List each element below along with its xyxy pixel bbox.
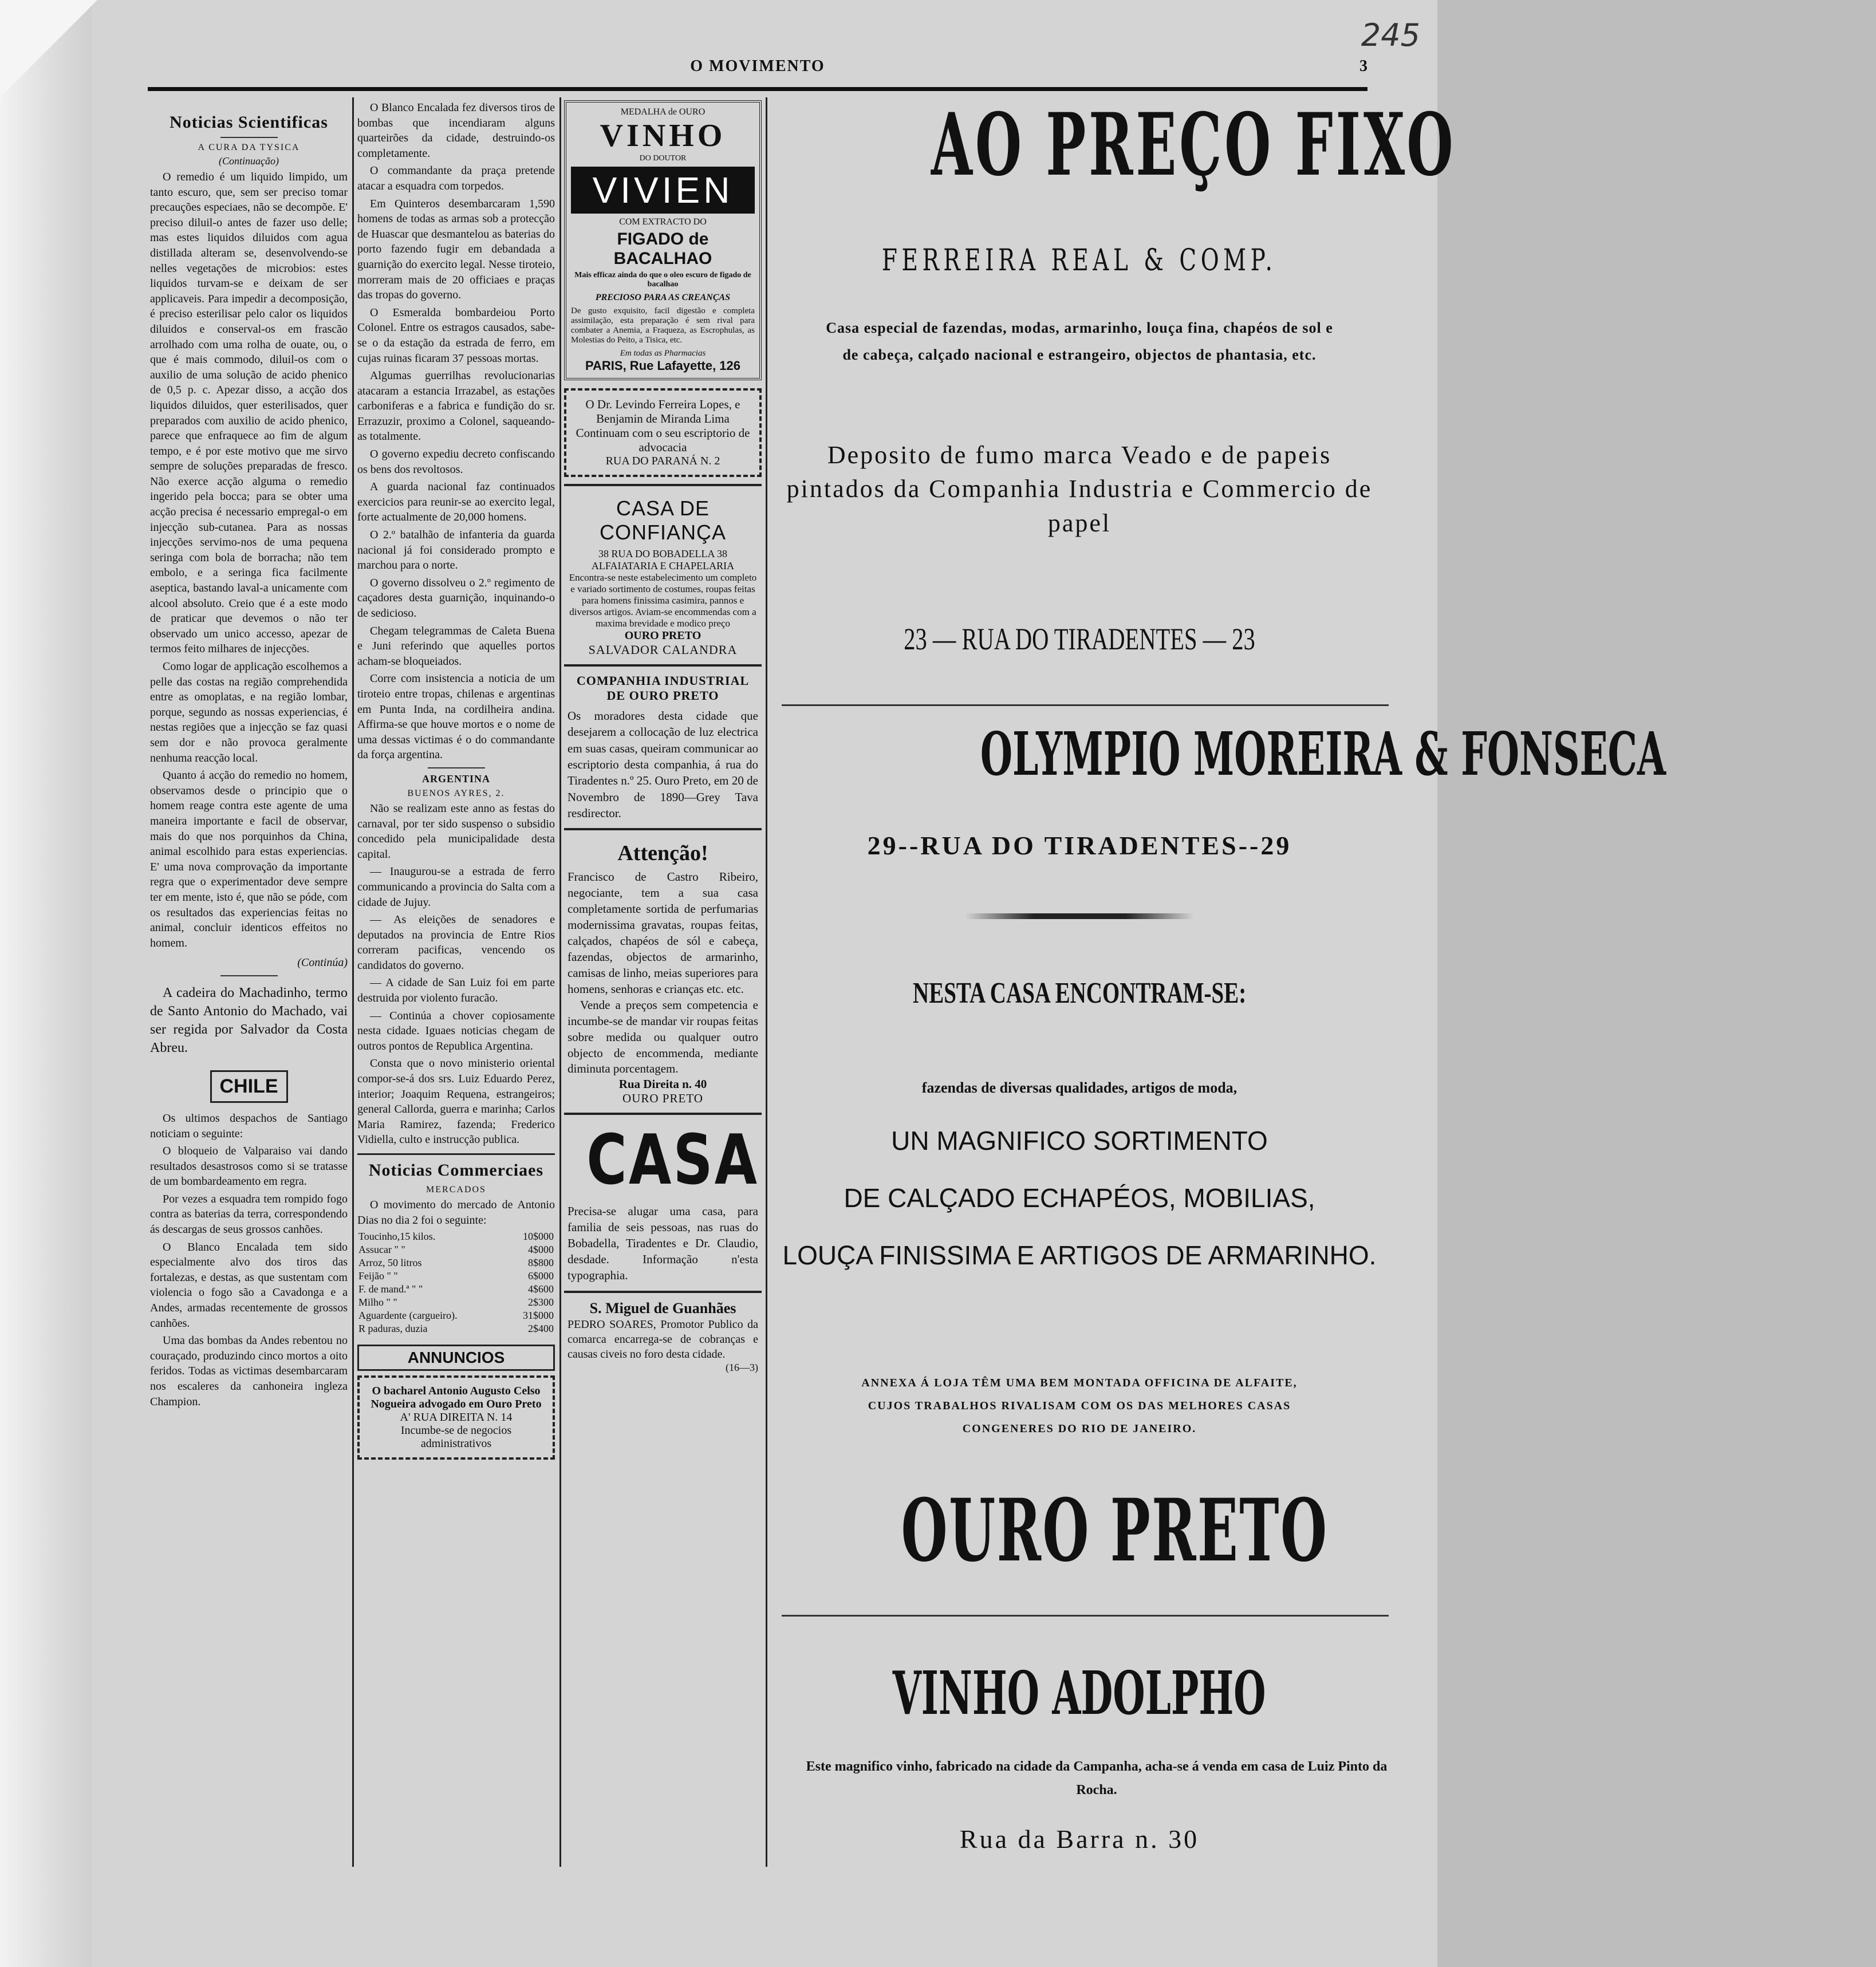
price-value: 4$600 xyxy=(528,1283,554,1295)
precioso-text: PRECIOSO PARA AS CREANÇAS xyxy=(595,293,731,302)
price-value: 2$300 xyxy=(528,1296,554,1308)
chile-paragraph: O Blanco Encalada tem sido especialmente alvo dos tiros das fortalezas, e destas, as que sustentam com violencia o fogo são a Cavadonga e a Andes, armadas recentemente de grossos canhões. xyxy=(150,1240,348,1330)
price-item: F. de mand.ª " " xyxy=(358,1283,423,1295)
article-paragraph: Algumas guerrilhas revolucionarias atacaram a estancia Irrazabel, as estações carboniferas e a fabrica e fundição do sr. Errazuzir, proximo a Colonel, saqueando-as totalmente. xyxy=(357,369,555,443)
table-row xyxy=(357,1283,555,1296)
ornament-rule xyxy=(965,913,1194,919)
annexa-line xyxy=(839,1371,1320,1440)
preco-fixo-title xyxy=(770,94,1456,195)
divider xyxy=(220,975,278,976)
guanhaes-title: S. Miguel de Guanhães xyxy=(589,1300,736,1316)
vivien-logo: VIVIEN xyxy=(571,167,755,214)
louca-line xyxy=(770,1240,1389,1271)
casa-confianca-trade: ALFAIATARIA E CHAPELARIA xyxy=(591,560,735,571)
chile-paragraph: Uma das bombas da Andes rebentou no couraçado, produzindo cinco mortos a oito feridos. Todas as victimas desembarcaram nos escaleres da canhoneira ingleza Champion. xyxy=(150,1334,348,1408)
column-rule xyxy=(766,97,767,1867)
annexa-text: ANNEXA Á LOJA TÊM UMA BEM MONTADA OFFICINA DE ALFAITE, CUJOS TRABALHOS RIVALISAM COM OS DAS MELHORES CASAS CONGENERES DO RIO DE JANEIRO. xyxy=(861,1377,1298,1435)
price-value: 2$400 xyxy=(528,1323,554,1335)
casa-confianca-title: CASA DE CONFIANÇA xyxy=(599,496,726,544)
medal-text: MEDALHA de OURO xyxy=(620,107,706,117)
address-text: 29--RUA DO TIRADENTES--29 xyxy=(867,831,1292,860)
article-paragraph: Chegam telegrammas de Caleta Buena e Juni referindo que aquelles portos acham-se bloqueiados. xyxy=(357,624,555,668)
doutor-text: DO DOUTOR xyxy=(639,154,687,163)
olympio-line xyxy=(770,719,1666,789)
newspaper-title: O MOVIMENTO xyxy=(690,57,825,75)
ouro-preto-line xyxy=(770,1480,1389,1581)
article-paragraph: Corre com insistencia a noticia de um tiroteio entre tropas, chilenas e argentinas em Punta Inda, na cordilheira andina. Affirma-se que houve mortos e o nome de uma dessas victimas é o do commandante da força argentina. xyxy=(357,672,555,762)
casa-body: Precisa-se alugar uma casa, para familia de seis pessoas, nas ruas do Bobadella, Tiradentes e Dr. Claudio, desdade. Informação n'esta typographia. xyxy=(567,1204,758,1283)
table-row xyxy=(357,1256,555,1270)
price-value: 31$000 xyxy=(523,1310,554,1322)
chile-heading: CHILE xyxy=(210,1070,288,1103)
article-paragraph: O governo expediu decreto confiscando os bens dos revoltosos. xyxy=(357,448,555,476)
nesta-casa-line xyxy=(770,976,1389,1010)
casa-confianca-ad xyxy=(564,484,762,664)
ferreira-line xyxy=(770,243,1389,278)
rua-barra-text: Rua da Barra n. 30 xyxy=(959,1824,1200,1854)
atencao-ad xyxy=(564,828,762,1113)
article-paragraph: O commandante da praça pretende atacar a esquadra com torpedos. xyxy=(357,164,555,192)
companhia-title: COMPANHIA INDUSTRIAL DE OURO PRETO xyxy=(576,673,750,703)
article-paragraph: A guarda nacional faz continuados exercicios para reunir-se ao exercito legal, forte actualmente de 20,000 homens. xyxy=(357,480,555,524)
column-adverts xyxy=(564,100,762,1875)
extracto-text: COM EXTRACTO DO xyxy=(619,217,707,227)
casa-confianca-address: 38 RUA DO BOBADELLA 38 xyxy=(598,548,727,559)
vivien-address: PARIS, Rue Lafayette, 126 xyxy=(585,358,741,373)
ad-note: Incumbe-se de negocios administrativos xyxy=(400,1424,512,1450)
table-row xyxy=(357,1322,555,1335)
divider xyxy=(220,137,278,138)
argentina-paragraph: — As eleições de senadores e deputados na provincia de Entre Rios correram pacificas, vencendo os candidatos do governo. xyxy=(357,913,555,972)
rua-tiradentes-29 xyxy=(770,830,1389,861)
guanhaes-body: PEDRO SOARES, Promotor Publico da comarca encarrega-se de cobranças e causas civeis no foro desta cidade. xyxy=(567,1318,758,1361)
divider xyxy=(357,1153,555,1155)
article-paragraph: O 2.º batalhão de infanteria da guarda nacional já foi considerado prompto e marchou para o norte. xyxy=(357,529,555,572)
price-value: 6$000 xyxy=(528,1270,554,1282)
argentina-paragraph: Não se realizam este anno as festas do carnaval, por ter sido suspenso o subsidio concedido pela municipalidade desta capital. xyxy=(357,802,555,861)
vinho-desc-line xyxy=(805,1755,1389,1802)
rua-tiradentes-23 xyxy=(770,621,1389,657)
price-item: Aguardente (cargueiro). xyxy=(358,1310,458,1322)
casa-ad xyxy=(564,1113,762,1291)
article-subheading: A CURA DA TYSICA xyxy=(198,143,300,152)
vinho-desc-text: Este magnifico vinho, fabricado na cidade da Campanha, acha-se á venda em casa de Luiz Pinto da Rocha. xyxy=(806,1759,1388,1798)
rua-barra-line xyxy=(770,1824,1389,1854)
table-row xyxy=(357,1296,555,1309)
preco-fixo-text: AO PREÇO FIXO xyxy=(931,94,1456,195)
atencao-body: Francisco de Castro Ribeiro, negociante, tem a sua casa completamente sortida de perfumarias modernissima gravatas, roupas feitas, calçados, chapéos de sól e cabeça, fazendas, objectos de armarinho, camisas de linho, meias superiores para homens, senhoras e crianças etc. etc. xyxy=(567,870,758,996)
article-paragraph: Como logar de applicação escolhemos a pelle das costas na região comprehendida entre as omoplatas, e na região lombar, porque, segundo as nossas experiencias, é nestas regiões que a injecção se faz quasi sem dor e não provoca geralmente nenhuma reacção local. xyxy=(150,660,348,764)
atencao-address: Rua Direita n. 40 xyxy=(618,1077,707,1091)
continua-note: (Continúa) xyxy=(297,956,348,969)
header-rule xyxy=(148,87,1367,91)
argentina-paragraph: — Continúa a chover copiosamente nesta cidade. Iguaes noticias chegam de outros pontos de Republica Argentina. xyxy=(357,1009,555,1053)
guanhaes-ref: (16—3) xyxy=(726,1362,758,1373)
vinho-word: VINHO xyxy=(600,118,726,153)
bacharel-ad xyxy=(357,1375,555,1460)
argentina-paragraph: — Inaugurou-se a estrada de ferro communicando a provincia do Salta com a cidade de Jujuy. xyxy=(357,865,555,909)
running-head xyxy=(148,57,1367,80)
guanhaes-ad xyxy=(564,1291,762,1381)
article-paragraph: Em Quinteros desembarcaram 1,590 homens de todas as armas sob a protecção de Huascar que desmantelou as baterias do porto fazendo fugir em debandada a guarnição do exercito legal. Nesse tiroteio, morreram mais de 20 officiaes e praças das tropas do governo. xyxy=(357,197,555,302)
price-value: 10$000 xyxy=(523,1231,554,1243)
price-table xyxy=(357,1230,555,1335)
commercial-heading: Noticias Commerciaes xyxy=(368,1161,544,1180)
column-rule xyxy=(352,97,354,1867)
article-paragraph: O Blanco Encalada fez diversos tiros de bombas que incendiaram alguns quarteirões da cidade, destruindo-os completamente. xyxy=(357,101,555,160)
levindo-ad xyxy=(564,388,762,477)
casa-confianca-body: Encontra-se neste estabelecimento um completo e variado sortimento de costumes, roupas feitas para homens finissima casimira, pannos e diversos artigos. Aviam-se encommendas com a maxima brevidade e modico preço xyxy=(569,572,757,629)
continuation-note: (Continuação) xyxy=(219,155,279,167)
magnifico-line xyxy=(770,1125,1389,1156)
divider xyxy=(782,1615,1389,1617)
annuncios-heading: ANNUNCIOS xyxy=(357,1345,555,1371)
machadinho-notice: A cadeira do Machadinho, termo de Santo Antonio do Machado, vai ser regida por Salvador da Costa Abreu. xyxy=(150,986,348,1055)
article-paragraph: O governo dissolveu o 2.º regimento de caçadores desta guarnição, inquinando-o de sedicioso. xyxy=(357,576,555,620)
handwritten-page-number: 245 xyxy=(1361,17,1420,53)
page-number: 3 xyxy=(1359,57,1367,75)
chile-paragraph: Os ultimos despachos de Santiago noticiam o seguinte: xyxy=(150,1111,348,1140)
atencao-title: Attenção! xyxy=(617,841,708,866)
casa-title: CASA xyxy=(586,1121,759,1201)
article-paragraph: Quanto á acção do remedio no homem, observamos desde o principio que o homem reage contra este agente de uma maneira importante e facil de observar, mais do que nos porquinhos da China, animal escolhido para estas experiencias. E' uma nova comprovação da importante regra que o experimentador deve sempre ter em mente, isto é, que não se póde, com os resultados das experiencias feitas no animal, concluir identicos effeitos no homem. xyxy=(150,769,348,949)
deposito-text: Deposito de fumo marca Veado e de papeis pintados da Companhia Industria e Commercio de papel xyxy=(786,441,1373,537)
magnifico-text: UN MAGNIFICO SORTIMENTO xyxy=(891,1126,1268,1156)
casa-confianca-owner: SALVADOR CALANDRA xyxy=(588,642,738,657)
fazendas-text: fazendas de diversas qualidades, artigos de moda, xyxy=(921,1079,1237,1096)
argentina-paragraph: Consta que o novo ministerio oriental compor-se-á dos srs. Luiz Eduardo Perez, interior; Joaquim Requena, estrangeiros; general Callorda, guerra e marinha; Carlos Maria Ramirez, fazenda; Frederico Vidiella, culto e instrucção publica. xyxy=(357,1057,555,1146)
levindo-text: O Dr. Levindo Ferreira Lopes, e Benjamin de Miranda Lima Continuam com o seu escriptorio de advocacia xyxy=(576,397,750,454)
ferreira-text: FERREIRA REAL & COMP. xyxy=(882,243,1277,278)
column-foreign-news xyxy=(357,100,555,1875)
vivien-ad xyxy=(564,100,762,380)
fazendas-line xyxy=(770,1079,1389,1097)
olympio-text: OLYMPIO MOREIRA & FONSECA xyxy=(980,719,1666,789)
ornament xyxy=(770,913,1389,919)
argentina-heading: ARGENTINA xyxy=(421,772,490,785)
price-item: Assucar " " xyxy=(358,1244,405,1256)
price-item: Milho " " xyxy=(358,1296,397,1308)
casa-confianca-city: OURO PRETO xyxy=(624,629,701,642)
price-value: 4$000 xyxy=(528,1244,554,1256)
efficaz-text: Mais efficaz ainda do que o oleo escuro de figado de bacalhao xyxy=(574,271,751,289)
companhia-ad xyxy=(564,664,762,828)
price-item: Toucinho,15 kilos. xyxy=(358,1231,436,1243)
calcado-line xyxy=(770,1182,1389,1213)
section-heading: Noticias Scientificas xyxy=(170,113,328,132)
ouro-preto-text: OURO PRETO xyxy=(901,1480,1329,1581)
vivien-desc: De gusto exquisito, facil digestão e completa assimilação, esta preparação é sem rival para combater a Anemia, a Fraqueza, as Escrophulas, as Molestias do Peito, a Tisica, etc. xyxy=(571,306,755,345)
atencao-city: OURO PRETO xyxy=(622,1091,703,1106)
calcado-text: DE CALÇADO ECHAPÉOS, MOBILIAS, xyxy=(844,1183,1315,1213)
column-scientific-news xyxy=(150,100,348,1875)
casa-especial-line xyxy=(822,315,1337,369)
price-item: R paduras, duzia xyxy=(358,1323,428,1335)
companhia-body: Os moradores desta cidade que desejarem a collocação de luz electrica em suas casas, queiram communicar ao escriptorio desta companhia, á rua do Tiradentes n.º 25. Ouro Preto, em 20 de Novembro de 1890—Grey Tava resdirector. xyxy=(567,709,758,821)
nesta-casa-text: NESTA CASA ENCONTRAM-SE: xyxy=(912,977,1247,1010)
divider xyxy=(428,767,485,768)
atencao-body2: Vende a preços sem competencia e incumbe-se de mandar vir roupas feitas sobre medida ou qualquer outro objecto de encommenda, mediante diminuta porcentagem. xyxy=(567,998,758,1076)
binding-margin xyxy=(0,0,92,1967)
table-row xyxy=(357,1309,555,1322)
chile-paragraph: Por vezes a esquadra tem rompido fogo contra as baterias da terra, correspondendo ás descargas de seus grossos canhões. xyxy=(150,1192,348,1236)
ad-address: A' RUA DIREITA N. 14 xyxy=(400,1411,513,1424)
table-row xyxy=(357,1230,555,1243)
casa-especial-text: Casa especial de fazendas, modas, armarinho, louça fina, chapéos de sol e de cabeça, calçado nacional e estrangeiro, objectos de phantasia, etc. xyxy=(826,320,1333,363)
chile-paragraph: O bloqueio de Valparaiso vai dando resultados desastrosos como si se tratasse de um bombardeamento em regra. xyxy=(150,1145,348,1188)
levindo-address: RUA DO PARANÁ N. 2 xyxy=(605,455,720,467)
louca-text: LOUÇA FINISSIMA E ARTIGOS DE ARMARINHO. xyxy=(782,1240,1377,1270)
price-item: Arroz, 50 litros xyxy=(358,1257,422,1269)
mercados-label: MERCADOS xyxy=(426,1185,486,1195)
column-rule xyxy=(559,97,561,1867)
price-value: 8$800 xyxy=(528,1257,554,1269)
argentina-paragraph: — A cidade de San Luiz foi em parte destruida por violento furacão. xyxy=(357,976,555,1005)
table-row xyxy=(357,1243,555,1256)
folded-corner xyxy=(0,0,97,97)
pharmacias-text: Em todas as Pharmacias xyxy=(620,349,706,358)
price-item: Feijão " " xyxy=(358,1270,398,1282)
vinho-adolpho-line xyxy=(770,1658,1389,1728)
table-row xyxy=(357,1270,555,1283)
ad-text: O bacharel Antonio Augusto Celso Nogueira advogado em Ouro Preto xyxy=(371,1385,542,1411)
article-paragraph: O Esmeralda bombardeiou Porto Colonel. Entre os estragos causados, sabe-se o da estação da estrada de ferro, em cujas ruinas ficaram 37 pessoas mortas. xyxy=(357,306,555,365)
dateline: BUENOS AYRES, 2. xyxy=(407,788,505,798)
article-paragraph: O remedio é um liquido limpido, um tanto escuro, que, sem ser preciso tomar precauções especiaes, não se decompõe. E' preciso diluil-o antes de fazer uso delle; mas estes liquidos diluidos com agua distillada alteram se, desenvolvendo-se nelles vegetações de microbios: estes liquidos turvam-se e deixam de ser applicaveis. Para impedir a decomposição, é preciso esterilisar pelo calor os liquidos diluidos e conserval-os em frascão arrolhado com uma rolha de ouate, ou, o que é mais commodo, diluil-os com o auxilio de uma solução de acido phenico de 0,5 p. c. Apezar disso, a acção dos liquidos diluidos, quer esterilisados, quer preparados com auxilio de acido phenico, parece que enfraquece ao fim de algum tempo, e é por este motivo que me sirvo sempre de soluções preparadas de fresco. Não exerce acção alguma o remedio ingerido pela bocca; para se obter uma acção precisa é necessario empregal-o em injecção sub-cutanea. Para as nossas injecções servimo-nos de uma pequena seringa com bola de borracha; não tem embolo, e a seringa fica facilmente aseptica, bastando laval-a unicamente com alcool absoluto. Creio que é a este modo de praticar que devemos o não ter observado um unico accesso, apezar de termos feito milhares de injecções. xyxy=(150,171,348,656)
address-text: 23 — RUA DO TIRADENTES — 23 xyxy=(904,622,1255,656)
vinho-adolpho-text: VINHO ADOLPHO xyxy=(893,1658,1266,1728)
deposito-line xyxy=(770,438,1389,540)
market-intro: O movimento do mercado de Antonio Dias no dia 2 foi o seguinte: xyxy=(357,1199,555,1227)
figado-text: FIGADO de BACALHAO xyxy=(613,230,712,268)
column-large-ads xyxy=(770,94,1666,1956)
divider xyxy=(782,704,1389,706)
